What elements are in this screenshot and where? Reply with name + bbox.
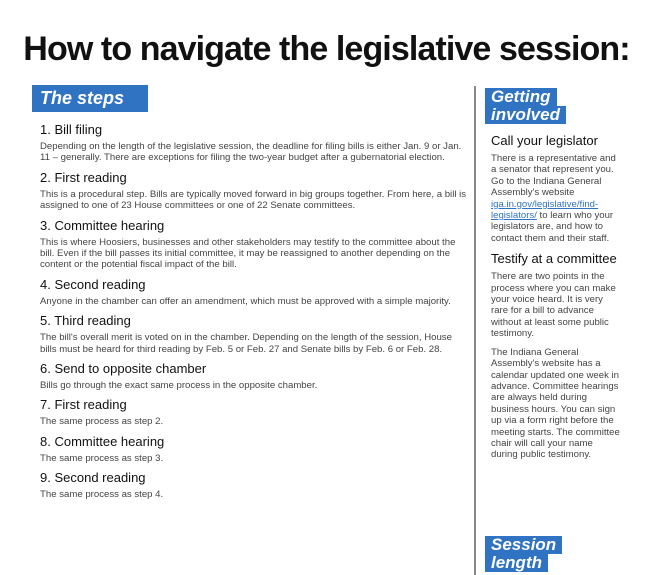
step-item [40, 361, 468, 391]
step-title: 2. First reading [40, 169, 127, 185]
step-title: 3. Committee hearing [40, 217, 165, 233]
step-body: The same process as step 2. [40, 416, 164, 428]
step-body: The bill's overall merit is voted on in the chamber. Depending on the length of the session, House bills must be heard for third reading by Feb. 5 or Feb. 27 and Senate bills by Feb. 6 or Feb. 28. [40, 332, 452, 355]
step-item [40, 218, 468, 271]
step-title: 1. Bill filing [40, 122, 103, 137]
step-title: 8. Committee hearing [40, 433, 165, 449]
page-title: How to navigate the legislative session: [23, 30, 630, 68]
call-legislator-text [491, 153, 621, 244]
call-text-before: There is a representative and a senator that represent you. Go to the Indiana General Assembly's website [491, 153, 616, 199]
session-length-header-line2: length [485, 554, 548, 572]
step-item [40, 277, 468, 307]
steps-section-header: The steps [32, 85, 148, 112]
step-body: The same process as step 4. [40, 489, 164, 501]
column-divider [474, 86, 476, 575]
steps-list [40, 122, 468, 507]
call-legislator-title: Call your legislator [491, 133, 598, 148]
call-text-after: to learn who your legislators are, and how to contact them and their staff. [491, 210, 614, 244]
step-item [40, 434, 468, 464]
testify-text-2: The Indiana General Assembly's website has a calendar updated one week in advance. Committee hearings are always held during business hours. You can sign up via a form right before the meeting starts. The committee chair will call your name during public testimony. [491, 346, 620, 461]
session-length-header-line1: Session [485, 536, 562, 554]
testify-text-1: There are two points in the process where you can make your voice heard. It is very rare for a bill to advance without at least some public testimony. [491, 271, 616, 340]
step-item [40, 170, 468, 212]
testify-title: Testify at a committee [491, 251, 617, 267]
step-title: 6. Send to opposite chamber [40, 361, 207, 377]
step-body: This is a procedural step. Bills are typically moved forward in big groups together. From here, a bill is assigned to one of 23 House committees or one of 22 Senate committees. [40, 188, 467, 212]
step-item [40, 313, 468, 355]
find-legislators-link[interactable]: iga.in.gov/legislative/find-legislators/ [491, 198, 599, 222]
step-item [40, 470, 468, 500]
step-item [40, 397, 468, 427]
getting-involved-sidebar [491, 133, 621, 468]
step-title: 4. Second reading [40, 276, 146, 292]
step-title: 9. Second reading [40, 470, 146, 486]
step-item [40, 122, 468, 164]
step-body: This is where Hoosiers, businesses and other stakeholders may testify to the committee about the bill. Even if the bill passes its initial committee, it may be reassigned to another depending on the content or the potential fiscal impact of the bill. [40, 236, 456, 271]
getting-involved-header-line2: involved [485, 106, 566, 124]
getting-involved-header-line1: Getting [485, 88, 557, 106]
step-body: Depending on the length of the legislative session, the deadline for filing bills is either Jan. 9 or Jan. 11 – generally. There are exceptions for filing the two-year budget after a gubernatorial election. [40, 141, 462, 164]
step-body: The same process as step 3. [40, 452, 164, 464]
step-body: Bills go through the exact same process in the opposite chamber. [40, 380, 318, 392]
step-title: 7. First reading [40, 397, 127, 413]
step-body: Anyone in the chamber can offer an amendment, which must be approved with a simple majority. [40, 295, 451, 307]
step-title: 5. Third reading [40, 313, 131, 329]
